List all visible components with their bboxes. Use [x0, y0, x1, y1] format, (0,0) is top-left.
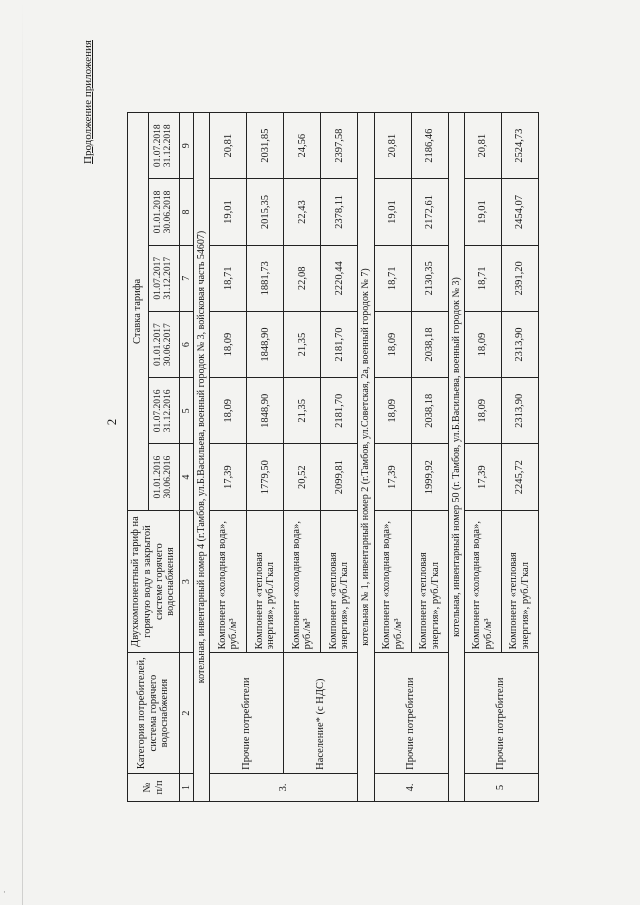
section-title: котельная № 1, инвентарный номер 2 (г.Тамбов, ул.Советская, 2а, военный городок № 7) [358, 113, 374, 802]
table-row [374, 113, 411, 802]
rate-value: 18,09 [374, 378, 411, 444]
rate-value: 2313,90 [501, 311, 538, 377]
component-name: Компонент «тепловая энергия», руб./Гкал [247, 510, 284, 653]
rate-value: 2130,35 [411, 245, 448, 311]
component-name: Компонент «тепловая энергия», руб./Гкал [321, 510, 358, 653]
rate-value: 17,39 [464, 444, 501, 510]
index-cell: 7 [180, 245, 194, 311]
component-name: Компонент «тепловая энергия», руб./Гкал [411, 510, 448, 653]
rate-value: 18,09 [210, 378, 247, 444]
rate-value: 2172,61 [411, 179, 448, 245]
rate-value: 20,81 [374, 113, 411, 179]
rate-value: 2391,20 [501, 245, 538, 311]
consumer-category: Прочие потребители [374, 653, 448, 774]
table-row [284, 113, 321, 802]
rate-value: 18,09 [210, 311, 247, 377]
rate-value: 2181,70 [321, 311, 358, 377]
header-period: 01.07.2016 31.12.2016 [148, 378, 179, 444]
rate-value: 2378,11 [321, 179, 358, 245]
scan-edge [22, 0, 23, 905]
rate-value: 22,43 [284, 179, 321, 245]
rate-value: 18,71 [464, 245, 501, 311]
index-cell: 9 [180, 113, 194, 179]
index-cell: 4 [180, 444, 194, 510]
header-row-1 [128, 113, 149, 802]
rate-value: 22,08 [284, 245, 321, 311]
table-row [210, 113, 247, 802]
header-period: 01.01.2018 30.06.2018 [148, 179, 179, 245]
rate-value: 2099,81 [321, 444, 358, 510]
header-period: 01.07.2018 31.12.2018 [148, 113, 179, 179]
header-category: Категория потребителей, система горячего водоснабжения [128, 653, 180, 774]
rate-value: 20,81 [210, 113, 247, 179]
row-number: 5 [464, 773, 538, 801]
continuation-note: Продолжение приложения [82, 40, 94, 164]
rate-value: 2524,73 [501, 113, 538, 179]
component-name: Компонент «холодная вода», руб./м³ [464, 510, 501, 653]
header-period: 01.01.2016 30.06.2016 [148, 444, 179, 510]
rate-value: 17,39 [210, 444, 247, 510]
rate-value: 2038,18 [411, 378, 448, 444]
scan-mark: · [3, 888, 6, 898]
table-row [464, 113, 501, 802]
section-title-row [448, 113, 464, 802]
rate-value: 1848,90 [247, 378, 284, 444]
index-cell: 3 [180, 510, 194, 653]
rate-value: 18,71 [210, 245, 247, 311]
section-title: котельная, инвентарный номер 4 (г.Тамбов, ул.Б.Васильева, военный городок № 3, войсковая часть 54607) [194, 113, 210, 802]
header-rate: Ставка тарифа [128, 113, 149, 511]
rate-value: 2454,07 [501, 179, 538, 245]
rate-value: 18,09 [464, 378, 501, 444]
rate-value: 2245,72 [501, 444, 538, 510]
header-period: 01.01.2017 30.06.2017 [148, 311, 179, 377]
rate-value: 19,01 [374, 179, 411, 245]
rate-value: 1999,92 [411, 444, 448, 510]
rate-value: 2397,58 [321, 113, 358, 179]
rate-value: 18,09 [374, 311, 411, 377]
index-cell: 1 [180, 773, 194, 801]
index-cell: 6 [180, 311, 194, 377]
row-number: 3. [210, 773, 358, 801]
section-title-row [194, 113, 210, 802]
row-number: 4. [374, 773, 448, 801]
index-row [180, 113, 194, 802]
rate-value: 19,01 [210, 179, 247, 245]
rate-value: 24,56 [284, 113, 321, 179]
rate-value: 21,35 [284, 311, 321, 377]
rate-value: 21,35 [284, 378, 321, 444]
rate-value: 18,09 [464, 311, 501, 377]
rate-value: 19,01 [464, 179, 501, 245]
rate-value: 20,52 [284, 444, 321, 510]
rate-value: 2015,35 [247, 179, 284, 245]
rate-value: 2038,18 [411, 311, 448, 377]
rate-value: 2186,46 [411, 113, 448, 179]
rate-value: 1779,50 [247, 444, 284, 510]
component-name: Компонент «холодная вода», руб./м³ [374, 510, 411, 653]
rate-value: 1881,73 [247, 245, 284, 311]
page-number: 2 [104, 418, 119, 426]
header-num: № п/п [128, 773, 180, 801]
rate-value: 20,81 [464, 113, 501, 179]
section-title-row [358, 113, 374, 802]
component-name: Компонент «тепловая энергия», руб./Гкал [501, 510, 538, 653]
header-component: Двухкомпонентный тариф на горячую воду в закрытой системе горячего водоснабжения [128, 510, 180, 653]
component-name: Компонент «холодная вода», руб./м³ [284, 510, 321, 653]
index-cell: 5 [180, 378, 194, 444]
header-period: 01.07.2017 31.12.2017 [148, 245, 179, 311]
rotated-page [70, 22, 590, 822]
rate-value: 2313,90 [501, 378, 538, 444]
section-title: котельная, инвентарный номер 50 (г. Тамбов, ул.Б.Васильева, военный городок № 3) [448, 113, 464, 802]
rate-value: 18,71 [374, 245, 411, 311]
consumer-category: Прочие потребители [210, 653, 284, 774]
rate-value: 17,39 [374, 444, 411, 510]
consumer-category: Население* (с НДС) [284, 653, 358, 774]
rate-value: 2220,44 [321, 245, 358, 311]
tariff-table [127, 112, 539, 802]
component-name: Компонент «холодная вода», руб./м³ [210, 510, 247, 653]
rate-value: 1848,90 [247, 311, 284, 377]
rate-value: 2181,70 [321, 378, 358, 444]
rate-value: 2031,85 [247, 113, 284, 179]
consumer-category: Прочие потребители [464, 653, 538, 774]
index-cell: 8 [180, 179, 194, 245]
index-cell: 2 [180, 653, 194, 774]
